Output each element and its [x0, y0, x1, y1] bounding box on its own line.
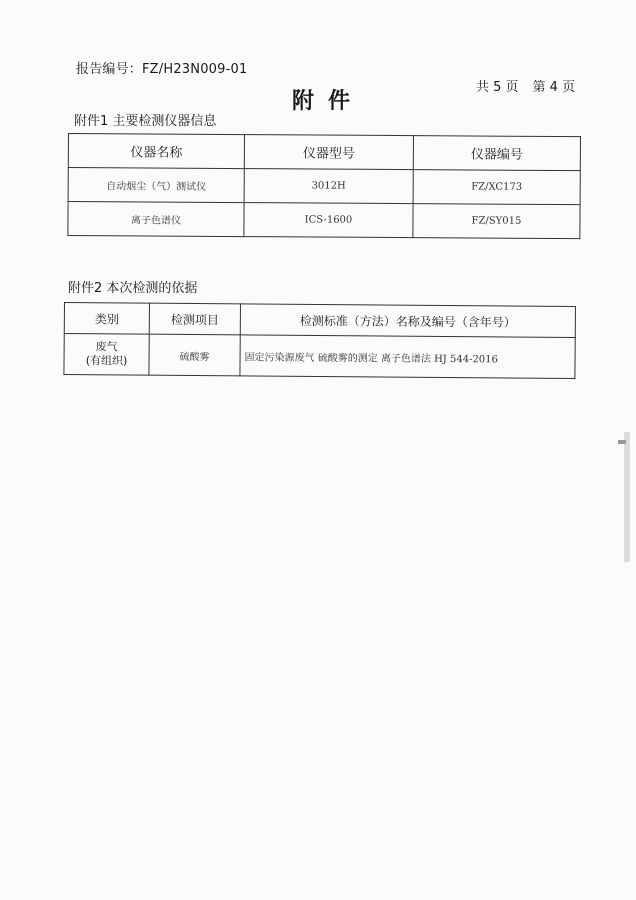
instrument-model: ICS-1600	[244, 203, 413, 238]
col-category: 类别	[64, 303, 149, 335]
section1-title: 附件1 主要检测仪器信息	[74, 114, 217, 129]
category-line2: (有组织)	[85, 354, 128, 368]
instrument-id: FZ/XC173	[413, 170, 580, 205]
test-item: 硫酸雾	[149, 334, 240, 376]
col-instrument-name: 仪器名称	[68, 134, 244, 169]
page-info	[476, 76, 589, 95]
instrument-id: FZ/SY015	[413, 204, 580, 239]
col-standard: 检测标准（方法）名称及编号（含年号）	[240, 304, 575, 338]
report-number: 报告编号：FZ/H23N009-01	[76, 62, 248, 77]
category-cell	[64, 334, 149, 376]
section2-title: 附件2 本次检测的依据	[68, 281, 198, 296]
col-instrument-id: 仪器编号	[413, 136, 580, 171]
standard: 固定污染源废气 硫酸雾的测定 离子色谱法 HJ 544-2016	[240, 335, 575, 379]
instrument-model: 3012H	[244, 169, 413, 204]
current-page: 第 4 页	[532, 80, 576, 95]
table-row	[68, 202, 580, 239]
instrument-name: 离子色谱仪	[68, 202, 244, 237]
instrument-name: 自动烟尘（气）测试仪	[68, 168, 244, 203]
instrument-table	[67, 133, 581, 239]
col-instrument-model: 仪器型号	[244, 135, 413, 170]
total-pages: 共 5 页	[476, 80, 519, 95]
table-row	[68, 168, 580, 205]
table-header-row	[68, 134, 580, 171]
category-line1: 废气	[95, 340, 118, 354]
col-test-item: 检测项目	[149, 303, 240, 335]
scan-edge-tick	[618, 440, 626, 444]
basis-table	[63, 302, 576, 379]
document-title: 附件	[292, 89, 365, 114]
scan-edge-mark	[624, 432, 630, 562]
table-row	[64, 334, 575, 379]
table-header-row	[64, 303, 575, 338]
